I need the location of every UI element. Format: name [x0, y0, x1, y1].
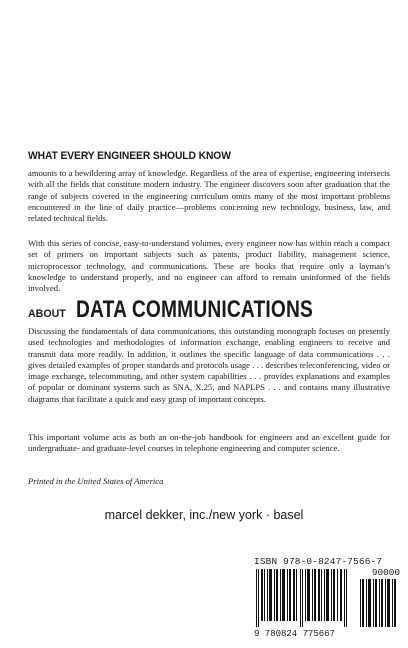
barcode-addon [360, 579, 398, 627]
about-paragraph-1: Discussing the fundamentals of data communications, this outstanding monograph focuses on presently used technologies and methodologies of information exchange, enabling engineers to receive and transmit data more readily. In addition, it outlines the specific language of data communications . . . gives detailed examples of proper standards and protocols usage . . . describes teleconferencing, video or image exchange, telecommuting, and other system capabilities . . . provides explanations and examples of popular or dominant systems such as SNA, X.25, and NAPLPS . . . and contains many illustrative diagrams that facilitate a quick and easy grasp of important concepts. [28, 326, 390, 404]
publisher-line: marcel dekker, inc./new york · basel [104, 508, 304, 522]
book-title: DATA COMMUNICATIONS [76, 296, 314, 323]
isbn-text: ISBN 978-0-8247-7566-7 [254, 556, 383, 567]
isbn-block [254, 556, 400, 639]
series-paragraph-1: amounts to a bewildering array of knowledge. Regardless of the area of expertise, engineering intersects with all the fields that constitute modern industry. The engineer discovers soon after graduation that the range of subjects covered in the engineering curriculum omits many of the most important problems encountered in the line of daily practice—problems concerning new technology, business, law, and related technical fields. [28, 168, 390, 224]
barcode-main [254, 569, 354, 627]
about-heading [28, 296, 372, 324]
series-heading: WHAT EVERY ENGINEER SHOULD KNOW [28, 150, 231, 162]
about-prefix: ABOUT [28, 308, 66, 320]
printed-note: Printed in the United States of America [28, 476, 164, 486]
about-paragraph-2: This important volume acts as both an on-the-job handbook for engineers and an excellent guide for undergraduate- and graduate-level courses in telephone engineering and computer science. [28, 432, 390, 454]
series-paragraph-2: With this series of concise, easy-to-understand volumes, every engineer now has within reach a compact set of primers on important subjects such as patents, product liability, management science, microprocessor technology, and communications. These are books that require only a layman’s knowledge to understand properly, and no engineer can afford to remain uninformed of the fields involved. [28, 238, 390, 294]
price-code: 90000 [371, 567, 400, 578]
barcode-area [254, 567, 400, 639]
barcode-digits: 9 780824 775667 [254, 629, 336, 639]
